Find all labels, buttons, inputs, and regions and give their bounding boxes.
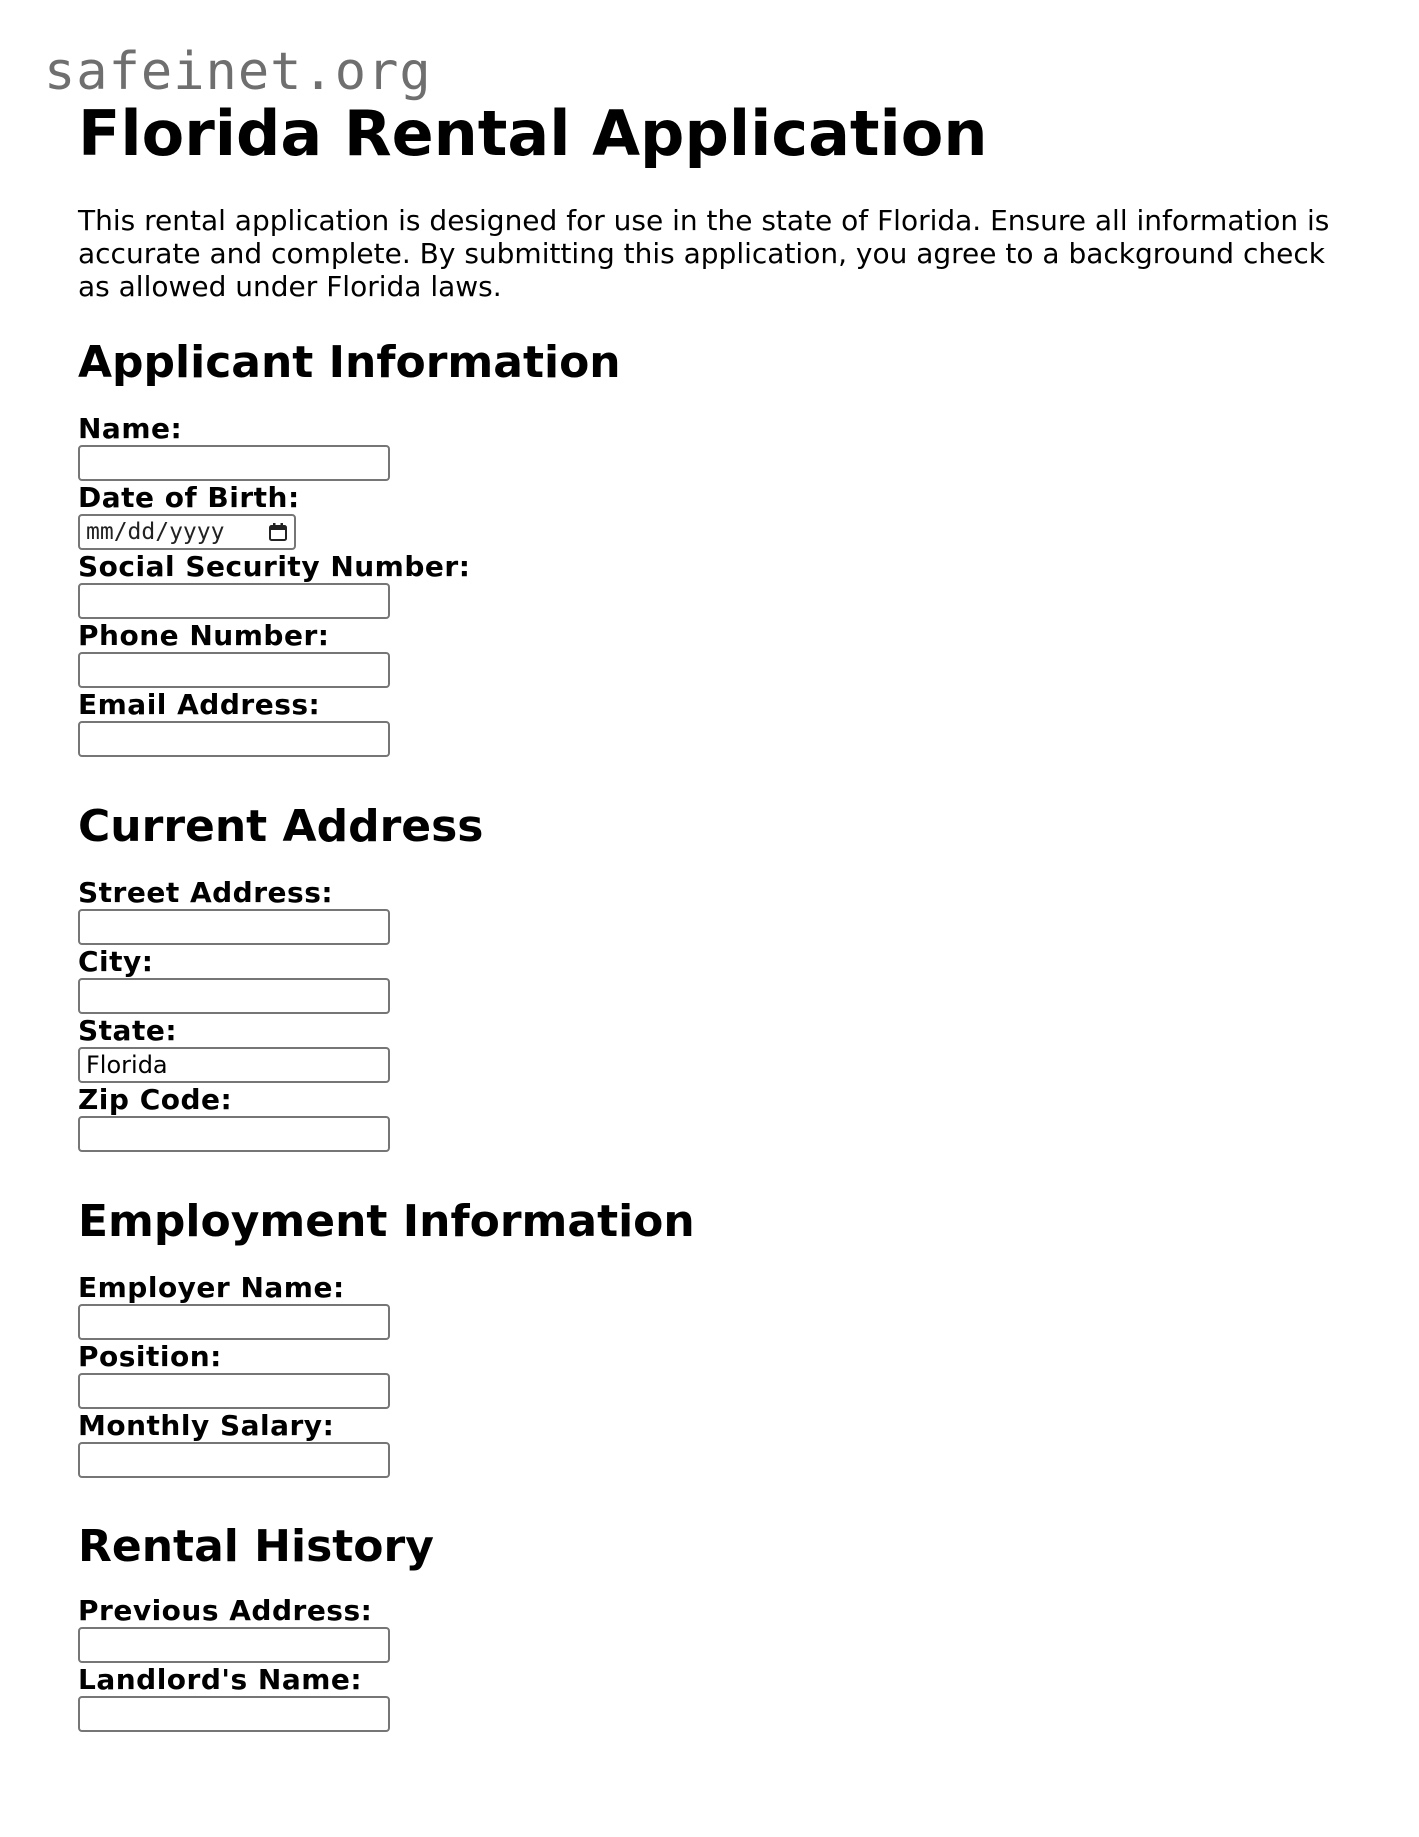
email-input[interactable] [78,721,390,757]
dob-placeholder: mm/dd/yyyy [86,519,225,545]
current-address-section [78,800,484,1152]
ssn-label: Social Security Number: [78,550,471,583]
state-field [78,1014,484,1083]
salary-label: Monthly Salary: [78,1409,335,1442]
calendar-icon[interactable] [268,522,288,542]
dob-input[interactable] [78,514,296,550]
name-label: Name: [78,412,183,445]
dob-label: Date of Birth: [78,481,300,514]
city-field [78,945,484,1014]
street-input[interactable] [78,909,390,945]
zip-input[interactable] [78,1116,390,1152]
applicant-heading: Applicant Information [78,337,621,388]
ssn-field [78,550,621,619]
employment-section [78,1195,695,1478]
form-container [78,96,1338,1696]
employment-heading: Employment Information [78,1196,695,1247]
name-input[interactable] [78,445,390,481]
employer-label: Employer Name: [78,1271,345,1304]
zip-field [78,1083,484,1152]
phone-label: Phone Number: [78,619,330,652]
position-input[interactable] [78,1373,390,1409]
email-label: Email Address: [78,688,321,721]
state-input[interactable] [78,1047,390,1083]
salary-field [78,1409,695,1478]
current-address-heading: Current Address [78,801,484,852]
page-title: Florida Rental Application [78,97,988,170]
applicant-section [78,336,621,757]
rental-history-heading: Rental History [78,1521,434,1572]
ssn-input[interactable] [78,583,390,619]
name-field [78,412,621,481]
city-input[interactable] [78,978,390,1014]
landlord-field [78,1663,434,1732]
rental-history-section [78,1520,434,1732]
intro-text: This rental application is designed for use in the state of Florida. Ensure all information is accurate and complete. By submitting this application, you agree to a background check as allowed under Florida laws. [78,204,1330,303]
phone-field [78,619,621,688]
salary-input[interactable] [78,1442,390,1478]
landlord-label: Landlord's Name: [78,1663,363,1696]
employer-input[interactable] [78,1304,390,1340]
employer-field [78,1271,695,1340]
phone-input[interactable] [78,652,390,688]
prev-address-field [78,1594,434,1663]
email-field [78,688,621,757]
prev-address-label: Previous Address: [78,1594,373,1627]
dob-field [78,481,621,550]
state-label: State: [78,1014,178,1047]
zip-label: Zip Code: [78,1083,233,1116]
watermark: safeinet.org [44,42,432,102]
position-field [78,1340,695,1409]
position-label: Position: [78,1340,222,1373]
street-field [78,876,484,945]
city-label: City: [78,945,154,978]
street-label: Street Address: [78,876,334,909]
prev-address-input[interactable] [78,1627,390,1663]
landlord-input[interactable] [78,1696,390,1732]
